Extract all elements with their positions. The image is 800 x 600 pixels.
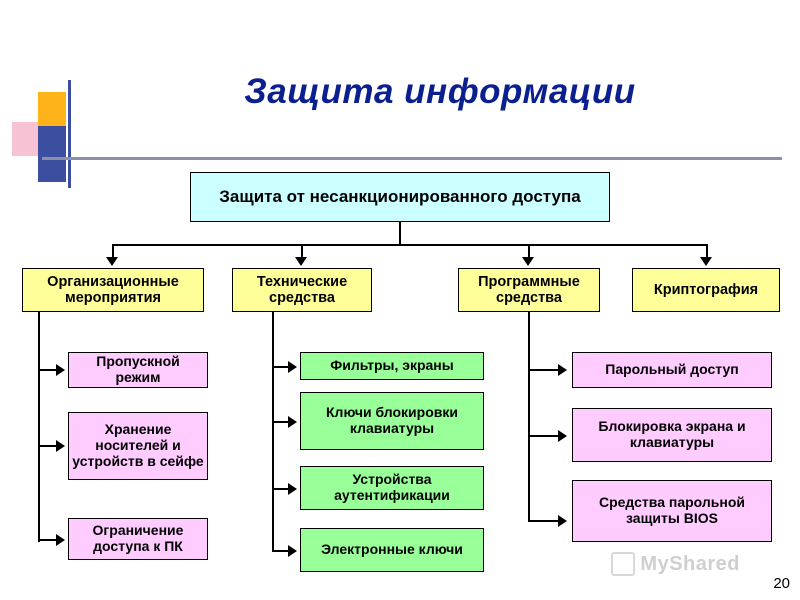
connector-root-stem <box>399 222 401 244</box>
connector-org-1 <box>38 369 58 371</box>
arrow-org-3 <box>56 534 65 546</box>
node-root: Защита от несанкционированного доступа <box>190 172 610 222</box>
arrow-tech-1 <box>288 361 297 373</box>
arrow-tech-4 <box>288 545 297 557</box>
connector-to-technical <box>301 244 303 258</box>
arrow-org-2 <box>56 440 65 452</box>
arrow-soft-3 <box>558 515 567 527</box>
connector-to-software <box>528 244 530 258</box>
connector-org-3 <box>38 539 58 541</box>
node-organizational: Организационные мероприятия <box>22 268 204 312</box>
node-pc-access-restriction: Ограничение доступа к ПК <box>68 518 208 560</box>
node-cryptography: Криптография <box>632 268 780 312</box>
node-filters-screens: Фильтры, экраны <box>300 352 484 380</box>
arrow-to-cryptography <box>700 257 712 266</box>
node-technical: Технические средства <box>232 268 372 312</box>
connector-soft-2 <box>528 435 560 437</box>
connector-to-organizational <box>112 244 114 258</box>
connector-to-cryptography <box>706 244 708 258</box>
node-screen-keyboard-lock: Блокировка экрана и клавиатуры <box>572 408 772 462</box>
node-password-access: Парольный доступ <box>572 352 772 388</box>
rail-software <box>528 312 530 522</box>
connector-soft-3 <box>528 520 560 522</box>
arrow-org-1 <box>56 364 65 376</box>
arrow-to-organizational <box>106 257 118 266</box>
node-electronic-keys: Электронные ключи <box>300 528 484 572</box>
node-keyboard-lock-keys: Ключи блокировки клавиатуры <box>300 392 484 450</box>
watermark-text: MyShared <box>640 552 740 575</box>
arrow-tech-2 <box>288 416 297 428</box>
arrow-to-software <box>522 257 534 266</box>
connector-root-bus <box>112 244 706 246</box>
arrow-soft-1 <box>558 364 567 376</box>
decor-orange-square <box>38 92 66 126</box>
connector-soft-1 <box>528 369 560 371</box>
decor-blue-square <box>38 126 66 182</box>
decor-vertical-rule <box>68 80 71 188</box>
node-software: Программные средства <box>458 268 600 312</box>
arrow-to-technical <box>295 257 307 266</box>
decor-horizontal-rule <box>42 157 782 160</box>
page-number: 20 <box>773 575 790 592</box>
node-media-storage: Хранение носителей и устройств в сейфе <box>68 412 208 480</box>
watermark <box>611 552 740 576</box>
rail-organizational <box>38 312 40 542</box>
rail-technical <box>272 312 274 552</box>
arrow-soft-2 <box>558 430 567 442</box>
node-bios-password-protection: Средства парольной защиты BIOS <box>572 480 772 542</box>
page-title: Защита информации <box>244 72 636 111</box>
node-authentication-devices: Устройства аутентификации <box>300 466 484 510</box>
arrow-tech-3 <box>288 483 297 495</box>
connector-org-2 <box>38 445 58 447</box>
node-pass-regime: Пропускной режим <box>68 352 208 388</box>
watermark-badge-icon <box>611 552 635 576</box>
